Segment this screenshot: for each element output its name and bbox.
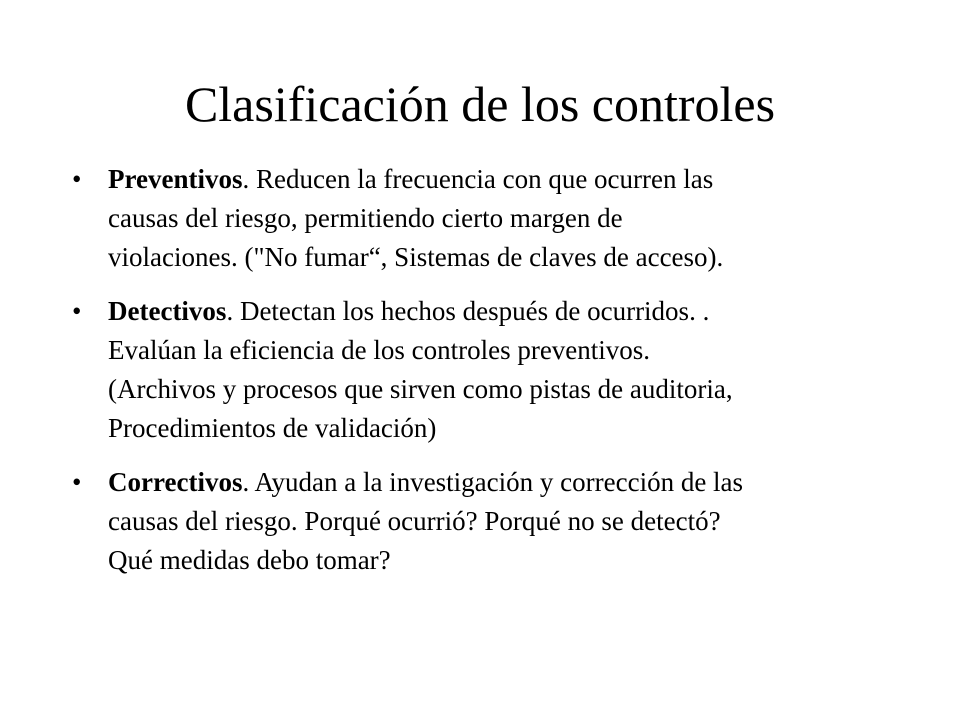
- bullet-line: [108, 160, 902, 199]
- bullet-line: Evalúan la eficiencia de los controles preventivos.: [108, 335, 651, 365]
- bullet-item-preventivos: [72, 160, 902, 277]
- bullet-text: . Detectan los hechos después de ocurridos. .: [226, 296, 710, 326]
- bullet-item-correctivos: [72, 463, 902, 580]
- bullet-line: violaciones. ("No fumar“, Sistemas de claves de acceso).: [108, 242, 724, 272]
- bullet-dot-icon: •: [72, 164, 82, 194]
- slide-title: Clasificación de los controles: [184, 76, 776, 132]
- bullet-line: (Archivos y procesos que sirven como pistas de auditoria,: [108, 374, 733, 404]
- bullet-line: causas del riesgo, permitiendo cierto margen de: [108, 203, 623, 233]
- bullet-item-detectivos: [72, 292, 902, 448]
- bullet-text: . Reducen la frecuencia con que ocurren las: [242, 164, 714, 194]
- bullet-term: Correctivos: [108, 467, 243, 497]
- bullet-line: [108, 292, 902, 331]
- bullet-dot-icon: •: [72, 296, 82, 326]
- bullet-term: Preventivos: [108, 164, 243, 194]
- bullet-line: [108, 463, 902, 502]
- bullet-line: Qué medidas debo tomar?: [108, 545, 391, 575]
- bullet-term: Detectivos: [108, 296, 227, 326]
- bullet-dot-icon: •: [72, 467, 82, 497]
- bullet-text: . Ayudan a la investigación y corrección de las: [242, 467, 744, 497]
- bullet-line: causas del riesgo. Porqué ocurrió? Porqué no se detectó?: [108, 506, 721, 536]
- bullet-line: Procedimientos de validación): [108, 413, 437, 443]
- bullet-list: [72, 160, 902, 595]
